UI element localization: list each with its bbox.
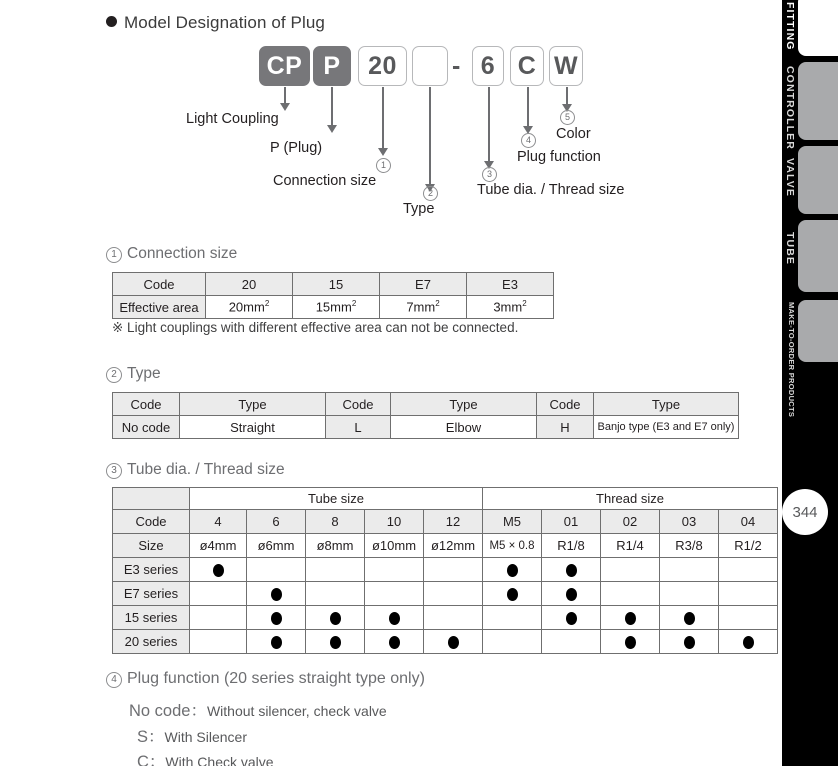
cell-size-9: R1/2	[719, 534, 778, 558]
cell-code-4: 12	[424, 510, 483, 534]
cell-dot-empty	[365, 558, 424, 582]
cell-row-label-size: Size	[113, 534, 190, 558]
dot-icon	[330, 636, 341, 649]
callout-label-3: Type	[403, 201, 435, 217]
model-box-3[interactable]	[412, 46, 448, 86]
cell-tv-0: No code	[113, 416, 180, 439]
cell-code-1: 6	[247, 510, 306, 534]
plug-function-item-2	[137, 748, 274, 766]
cell-tv-2: L	[326, 416, 391, 439]
cell-corner	[113, 488, 190, 510]
cell-dot-filled	[601, 630, 660, 654]
callout-line-4	[488, 87, 490, 162]
cell-code-2: E7	[380, 273, 467, 296]
callout-arrow-0	[280, 103, 290, 111]
cell-group-tube: Tube size	[190, 488, 483, 510]
cell-code-0: 20	[206, 273, 293, 296]
cell-code-3: 10	[365, 510, 424, 534]
section-plug-function-label: Plug function (20 series straight type only)	[127, 670, 425, 687]
callout-number-1: 1	[376, 158, 391, 173]
cell-th-5: Type	[594, 393, 739, 416]
model-box-6-label: W	[553, 51, 579, 80]
table-row	[113, 558, 778, 582]
cell-code-9: 04	[719, 510, 778, 534]
cell-size-0: ø4mm	[190, 534, 247, 558]
cell-tv-3: Elbow	[391, 416, 537, 439]
dot-icon	[389, 636, 400, 649]
cell-size-5: M5 × 0.8	[483, 534, 542, 558]
sidebar-item-tube[interactable]	[798, 220, 838, 292]
model-box-5[interactable]	[510, 46, 544, 86]
dot-icon	[271, 636, 282, 649]
dot-icon	[507, 564, 518, 577]
model-box-6[interactable]	[549, 46, 583, 86]
section-number-2: 2	[106, 367, 122, 383]
callout-label-6: Color	[556, 126, 591, 142]
dot-icon	[389, 612, 400, 625]
plug-function-sep-2: ：	[148, 753, 166, 766]
sidebar-item-tube-label: TUBE	[784, 232, 796, 265]
dot-icon	[684, 636, 695, 649]
plug-function-code-1: S	[137, 728, 149, 746]
dot-icon	[271, 612, 282, 625]
dot-icon	[507, 588, 518, 601]
model-box-5-label: C	[517, 51, 537, 80]
table-row	[113, 630, 778, 654]
cell-size-3: ø10mm	[365, 534, 424, 558]
bullet-icon	[106, 16, 117, 27]
cell-code-header: Code	[113, 273, 206, 296]
sidebar-item-controller[interactable]	[798, 62, 838, 140]
cell-dot-empty	[190, 582, 247, 606]
cell-size-6: R1/8	[542, 534, 601, 558]
dot-icon	[684, 612, 695, 625]
callout-line-3	[429, 87, 431, 185]
plug-function-desc-0: Without silencer, check valve	[206, 703, 387, 719]
callout-label-2: Connection size	[273, 173, 377, 189]
tube-thread-matrix	[113, 558, 778, 654]
callout-line-2	[382, 87, 384, 149]
cell-size-2: ø8mm	[306, 534, 365, 558]
callout-number-4: 4	[521, 133, 536, 148]
cell-dot-filled	[365, 606, 424, 630]
plug-function-item-1	[137, 723, 247, 747]
section-type-title	[106, 365, 161, 383]
connection-size-table	[112, 272, 554, 319]
cell-dot-filled	[247, 630, 306, 654]
model-box-1-label: P	[323, 51, 341, 80]
section-connection-size-label: Connection size	[127, 245, 238, 262]
cell-tv-5: Banjo type (E3 and E7 only)	[594, 416, 739, 439]
section-number-1: 1	[106, 247, 122, 263]
cell-dot-empty	[660, 582, 719, 606]
sidebar-item-fitting-label: FITTING	[784, 2, 796, 51]
cell-dot-empty	[719, 606, 778, 630]
cell-dot-empty	[660, 558, 719, 582]
cell-code-0: 4	[190, 510, 247, 534]
cell-dot-filled	[542, 582, 601, 606]
callout-line-5	[527, 87, 529, 127]
section-connection-size-title	[106, 245, 237, 263]
sidebar-item-make-to-order[interactable]	[798, 300, 838, 362]
cell-dot-empty	[601, 558, 660, 582]
cell-area-header: Effective area	[113, 296, 206, 319]
cell-size-7: R1/4	[601, 534, 660, 558]
table-row-header	[113, 393, 739, 416]
cell-group-thread: Thread size	[483, 488, 778, 510]
plug-function-desc-2: With Check valve	[165, 754, 274, 766]
callout-number-3: 3	[482, 167, 497, 182]
sidebar-item-valve[interactable]	[798, 146, 838, 214]
table-row-area	[113, 296, 554, 319]
cell-dot-empty	[306, 558, 365, 582]
cell-dot-empty	[483, 630, 542, 654]
cell-area-1: $15mm^2$	[293, 296, 380, 319]
plug-function-code-0: No code	[129, 702, 191, 720]
cell-dot-empty	[719, 558, 778, 582]
callout-number-5: 5	[560, 110, 575, 125]
cell-dot-empty	[306, 582, 365, 606]
callout-label-1: P (Plug)	[270, 140, 323, 156]
model-box-4-label: 6	[480, 51, 496, 80]
cell-code-3: E3	[467, 273, 554, 296]
cell-dot-filled	[247, 606, 306, 630]
plug-function-item-0	[129, 697, 387, 721]
cell-dot-filled	[365, 630, 424, 654]
model-box-2[interactable]	[358, 46, 407, 86]
callout-line-0	[284, 87, 286, 104]
section-tube-thread-title	[106, 461, 285, 479]
page-title-text: Model Designation of Plug	[124, 13, 325, 32]
cell-dot-empty	[424, 558, 483, 582]
dot-icon	[213, 564, 224, 577]
cell-dot-filled	[542, 558, 601, 582]
cell-code-5: M5	[483, 510, 542, 534]
table-row-values	[113, 416, 739, 439]
table-row	[113, 606, 778, 630]
sidebar	[782, 0, 838, 766]
cell-tv-4: H	[537, 416, 594, 439]
cell-code-6: 01	[542, 510, 601, 534]
model-box-0-label: CP	[266, 51, 303, 80]
cell-dot-filled	[306, 606, 365, 630]
table-row	[113, 582, 778, 606]
cell-area-0: $20mm^2$	[206, 296, 293, 319]
cell-code-7: 02	[601, 510, 660, 534]
dot-icon	[566, 588, 577, 601]
table-row-group-header	[113, 488, 778, 510]
cell-area-3: $3mm^2$	[467, 296, 554, 319]
cell-dot-empty	[483, 606, 542, 630]
cell-row-label-code: Code	[113, 510, 190, 534]
sidebar-item-controller-label: CONTROLLER	[784, 66, 796, 150]
cell-dot-filled	[542, 606, 601, 630]
sidebar-item-fitting[interactable]	[798, 0, 838, 56]
callout-number-2: 2	[423, 186, 438, 201]
cell-dot-filled	[660, 630, 719, 654]
callout-label-4: Tube dia. / Thread size	[477, 182, 625, 198]
cell-size-4: ø12mm	[424, 534, 483, 558]
dot-icon	[566, 564, 577, 577]
cell-tv-1: Straight	[180, 416, 326, 439]
model-box-2-label: 20	[368, 51, 397, 80]
cell-series-label: 15 series	[113, 606, 190, 630]
cell-dot-empty	[190, 606, 247, 630]
table-row-code	[113, 510, 778, 534]
dot-icon	[743, 636, 754, 649]
section-tube-thread-label: Tube dia. / Thread size	[127, 461, 285, 478]
table-row-code	[113, 273, 554, 296]
callout-label-5: Plug function	[517, 149, 601, 165]
cell-dot-empty	[719, 582, 778, 606]
section-number-4: 4	[106, 672, 122, 688]
model-separator: -	[452, 52, 461, 80]
dot-icon	[566, 612, 577, 625]
section-type-label: Type	[127, 365, 161, 382]
cell-th-3: Type	[391, 393, 537, 416]
page-title	[106, 13, 325, 33]
cell-area-2: $7mm^2$	[380, 296, 467, 319]
cell-th-1: Type	[180, 393, 326, 416]
cell-dot-filled	[601, 606, 660, 630]
cell-dot-filled	[424, 630, 483, 654]
cell-code-8: 03	[660, 510, 719, 534]
dot-icon	[330, 612, 341, 625]
cell-dot-empty	[365, 582, 424, 606]
cell-dot-empty	[542, 630, 601, 654]
cell-dot-empty	[601, 582, 660, 606]
cell-dot-empty	[190, 630, 247, 654]
cell-series-label: E3 series	[113, 558, 190, 582]
cell-dot-filled	[306, 630, 365, 654]
dot-icon	[625, 612, 636, 625]
cell-th-4: Code	[537, 393, 594, 416]
model-box-4[interactable]	[472, 46, 504, 86]
table-row-size	[113, 534, 778, 558]
plug-function-sep-0: ：	[190, 702, 207, 720]
callout-label-0: Light Coupling	[186, 111, 279, 127]
dot-icon	[448, 636, 459, 649]
sidebar-item-make-to-order-label: MAKE-TO-ORDER PRODUCTS	[787, 302, 796, 418]
model-box-0[interactable]	[259, 46, 310, 86]
cell-size-1: ø6mm	[247, 534, 306, 558]
callout-arrow-2	[378, 148, 388, 156]
cell-code-1: 15	[293, 273, 380, 296]
cell-th-0: Code	[113, 393, 180, 416]
cell-dot-empty	[247, 558, 306, 582]
page-number-badge: 344	[782, 489, 828, 535]
callout-arrow-1	[327, 125, 337, 133]
cell-dot-filled	[190, 558, 247, 582]
callout-line-1	[331, 87, 333, 126]
section-plug-function-title	[106, 670, 425, 688]
dot-icon	[625, 636, 636, 649]
plug-function-code-2: C	[137, 753, 149, 766]
model-box-1[interactable]	[313, 46, 351, 86]
cell-dot-empty	[424, 606, 483, 630]
connection-size-note: ※ Light couplings with different effective area can not be connected.	[112, 320, 519, 335]
cell-code-2: 8	[306, 510, 365, 534]
type-table	[112, 392, 739, 439]
cell-dot-empty	[424, 582, 483, 606]
callout-line-6	[566, 87, 568, 105]
cell-th-2: Code	[326, 393, 391, 416]
plug-function-sep-1: ：	[148, 728, 165, 746]
cell-size-8: R3/8	[660, 534, 719, 558]
plug-function-desc-1: With Silencer	[164, 729, 247, 745]
cell-dot-filled	[247, 582, 306, 606]
cell-series-label: 20 series	[113, 630, 190, 654]
cell-dot-filled	[719, 630, 778, 654]
section-number-3: 3	[106, 463, 122, 479]
sidebar-item-valve-label: VALVE	[784, 158, 796, 197]
cell-series-label: E7 series	[113, 582, 190, 606]
tube-thread-table	[112, 487, 778, 654]
cell-dot-filled	[660, 606, 719, 630]
cell-dot-filled	[483, 558, 542, 582]
cell-dot-filled	[483, 582, 542, 606]
dot-icon	[271, 588, 282, 601]
